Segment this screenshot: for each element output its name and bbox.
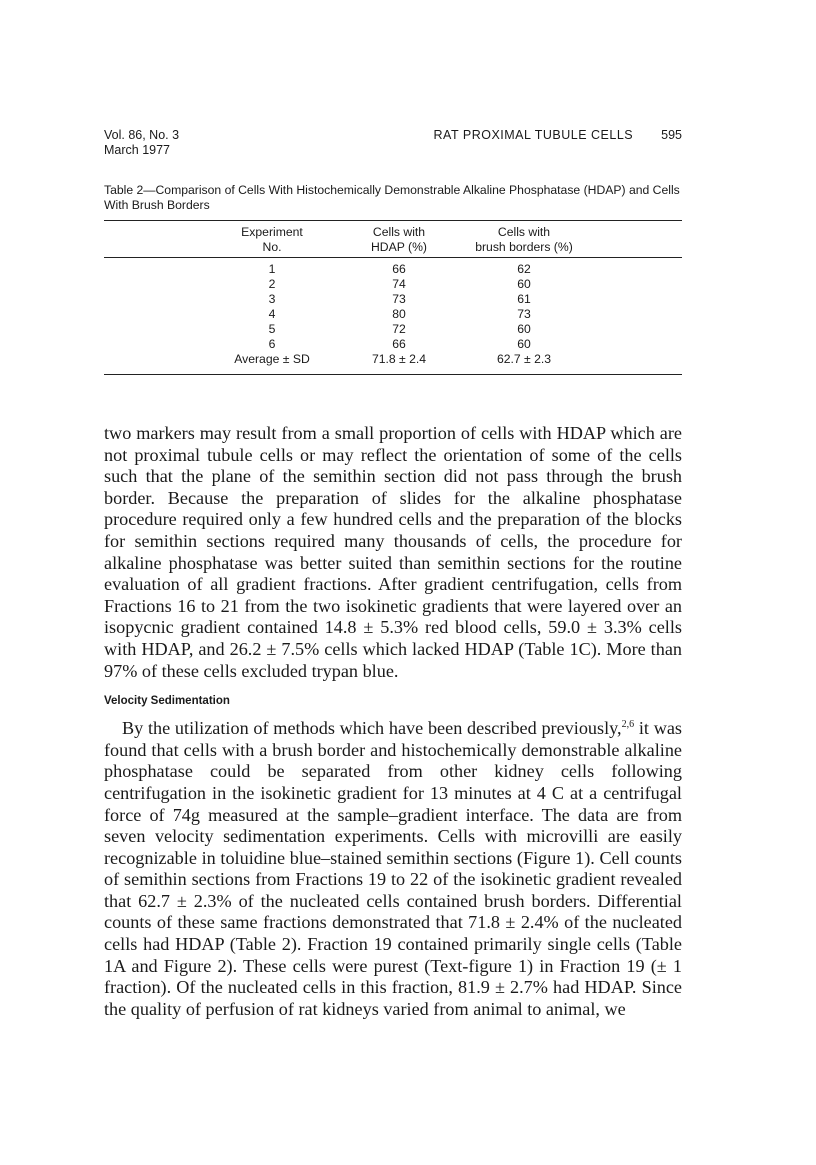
reference-superscript: 2,6: [621, 719, 635, 731]
column-header-line: HDAP (%): [371, 240, 427, 254]
cell-hdap: 71.8 ± 2.4: [371, 352, 427, 366]
table-caption: Table 2—Comparison of Cells With Histochemically Demonstrable Alkaline Phosphatase (HDAP) and Cells With Brush Borders: [104, 183, 680, 212]
paragraph-text: By the utilization of methods which have been described previously,: [122, 718, 622, 739]
column-header-line: brush borders (%): [475, 240, 573, 254]
table-body: [104, 258, 682, 374]
cell-experiment: 5: [268, 322, 276, 336]
cell-brush-borders: 60: [517, 322, 531, 336]
table-row: [104, 262, 682, 277]
column-header-line: Cells with: [372, 225, 426, 239]
section-heading: Velocity Sedimentation: [104, 695, 230, 708]
table-row: [104, 292, 682, 307]
column-header-hdap: [344, 225, 454, 255]
cell-brush-borders: 60: [517, 337, 531, 351]
page-number: 595: [661, 128, 682, 142]
cell-hdap: 72: [392, 322, 406, 336]
cell-experiment: 1: [268, 262, 276, 276]
body-text: [104, 423, 682, 1020]
table-row-average: [104, 352, 682, 367]
cell-experiment: 6: [268, 337, 276, 351]
cell-brush-borders: 73: [517, 307, 531, 321]
paragraph: [104, 718, 682, 1020]
cell-hdap: 74: [392, 277, 406, 291]
running-title: RAT PROXIMAL TUBULE CELLS: [433, 128, 634, 142]
column-header-line: No.: [262, 240, 282, 254]
volume-number: Vol. 86, No. 3: [104, 128, 180, 142]
column-header-brush-borders: [454, 225, 594, 255]
table-header: [104, 221, 682, 257]
running-header: [104, 128, 682, 158]
column-header-line: Experiment: [241, 225, 303, 239]
cell-brush-borders: 62: [517, 262, 531, 276]
cell-brush-borders: 62.7 ± 2.3: [496, 352, 552, 366]
cell-brush-borders: 60: [517, 277, 531, 291]
paragraph: two markers may result from a small proportion of cells with HDAP which are not proximal tubule cells or may reflect the orientation of some of the cells such that the plane of the semithin section did not pass through the brush border. Because the preparation of slides for the alkaline phosphatase procedure required only a few hundred cells and the preparation of the blocks for semithin sections required many thousands of cells, the procedure for alkaline phosphatase was better suited than semithin sections for the routine evaluation of all gradient fractions. After gradient centrifugation, cells from Fractions 16 to 21 from the two isokinetic gradients that were layered over an isopycnic gradient contained 14.8 ± 5.3% red blood cells, 59.0 ± 3.3% cells with HDAP, and 26.2 ± 7.5% cells which lacked HDAP (Table 1C). More than 97% of these cells excluded trypan blue.: [104, 423, 682, 681]
cell-hdap: 66: [392, 262, 406, 276]
running-title-block: [434, 128, 682, 143]
cell-brush-borders: 61: [517, 292, 531, 306]
table-row: [104, 337, 682, 352]
cell-hdap: 80: [392, 307, 406, 321]
cell-experiment: 2: [268, 277, 276, 291]
issue-date: March 1977: [104, 143, 171, 157]
cell-experiment: 4: [268, 307, 276, 321]
cell-hdap: 66: [392, 337, 406, 351]
cell-hdap: 73: [392, 292, 406, 306]
column-header-experiment: [204, 225, 340, 255]
column-header-line: Cells with: [497, 225, 551, 239]
table-row: [104, 307, 682, 322]
table-row: [104, 277, 682, 292]
data-table: [104, 220, 682, 375]
paragraph-text: it was found that cells with a brush border and histochemically demonstrable alkaline phosphatase could be separated from other kidney cells following centrifugation in the isokinetic gradient for 13 minutes at 4 C at a centrifugal force of 74g measured at the sample–gradient interface. The data are from seven velocity sedimentation experiments. Cells with microvilli are easily recognizable in toluidine blue–stained semithin sections (Figure 1). Cell counts of semithin sections from Fractions 19 to 22 of the isokinetic gradient revealed that 62.7 ± 2.3% of the nucleated cells contained brush borders. Differential counts of these same fractions demonstrated that 71.8 ± 2.4% of the nucleated cells had HDAP (Table 2). Fraction 19 contained primarily single cells (Table 1A and Figure 2). These cells were purest (Text-figure 1) in Fraction 19 (± 1 fraction). Of the nucleated cells in this fraction, 81.9 ± 2.7% had HDAP. Since the quality of perfusion of rat kidneys varied from animal to animal, we: [104, 718, 682, 1019]
cell-experiment: Average ± SD: [234, 352, 310, 366]
cell-experiment: 3: [268, 292, 276, 306]
table-bottom-rule: [104, 374, 682, 375]
table-row: [104, 322, 682, 337]
